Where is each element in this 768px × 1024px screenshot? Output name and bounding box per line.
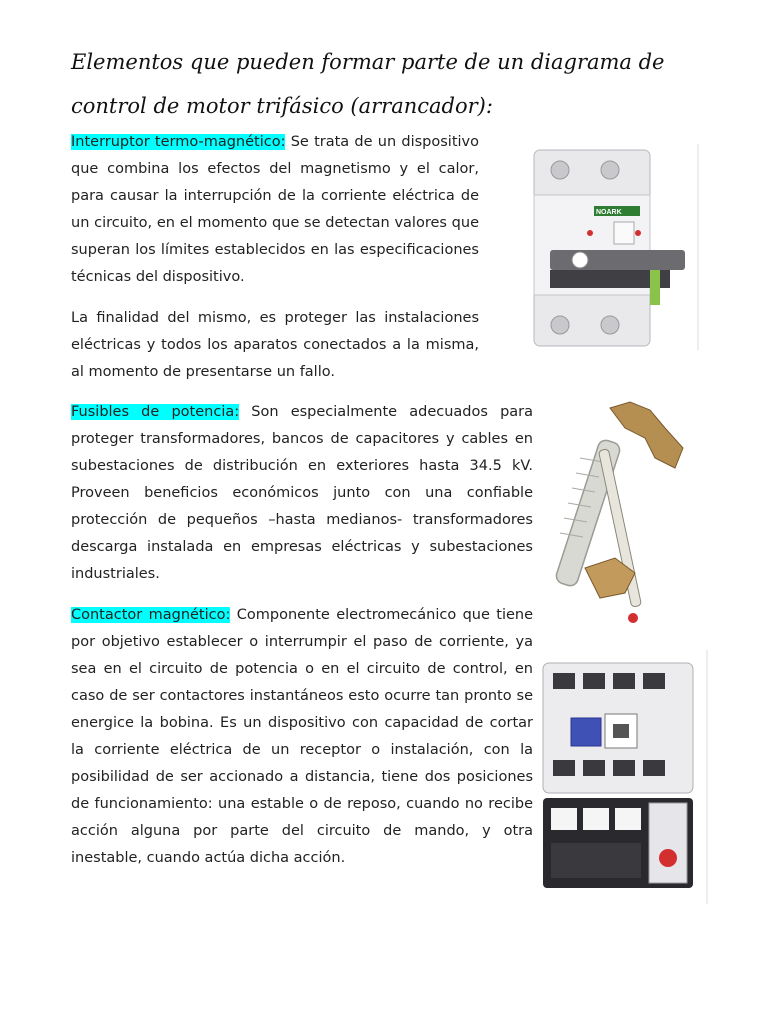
power-fuse-image <box>555 398 705 628</box>
breaker-brand-label: NOARK <box>596 209 622 216</box>
paragraph-breaker-purpose: La finalidad del mismo, es proteger las instalaciones eléctricas y todos los aparatos conectados a la misma, al momento de presentarse un fallo. <box>71 310 479 380</box>
circuit-breaker-image <box>510 140 700 352</box>
term-contactor: Contactor magnético: <box>71 607 231 623</box>
paragraph-fuse <box>71 399 533 588</box>
term-fuse: Fusibles de potencia: <box>71 404 240 420</box>
text-contactor: Componente electromecánico que tiene por objetivo establecer o interrumpir el paso de corriente, ya sea en el circuito de potencia o en el circuito de control, en caso de ser contactores instantáneos esto ocurre tan pronto se energice la bobina. Es un dispositivo con capacidad de cortar la corriente eléctrica de un receptor o instalación, con la posibilidad de ser accionado a distancia, tiene dos posiciones de funcionamiento: una estable o de reposo, cuando no recibe acción alguna por parte del circuito de mando, y otra inestable, cuando actúa dicha acción. <box>71 607 534 866</box>
magnetic-contactor-image <box>533 648 709 906</box>
page-title: Elementos que pueden formar parte de un diagrama de control de motor trifásico (arrancador): <box>71 50 665 118</box>
text-fuse: Son especialmente adecuados para proteger transformadores, bancos de capacitores y cables en subestaciones de distribución en exteriores hasta 34.5 kV. Proveen beneficios económicos junto con una confiable protección de pequeños –hasta medianos- transformadores descarga instalada en empresas eléctricas y subestaciones industriales. <box>71 404 534 582</box>
text-breaker: Se trata de un dispositivo que combina los efectos del magnetismo y el calor, para causar la interrupción de la corriente eléctrica de un circuito, en el momento que se detectan valores que superan los límites establecidos en las especificaciones técnicas del dispositivo. <box>71 134 479 285</box>
paragraph-contactor <box>71 602 533 872</box>
term-breaker: Interruptor termo-magnético: <box>71 134 286 150</box>
paragraph-breaker <box>71 129 479 291</box>
